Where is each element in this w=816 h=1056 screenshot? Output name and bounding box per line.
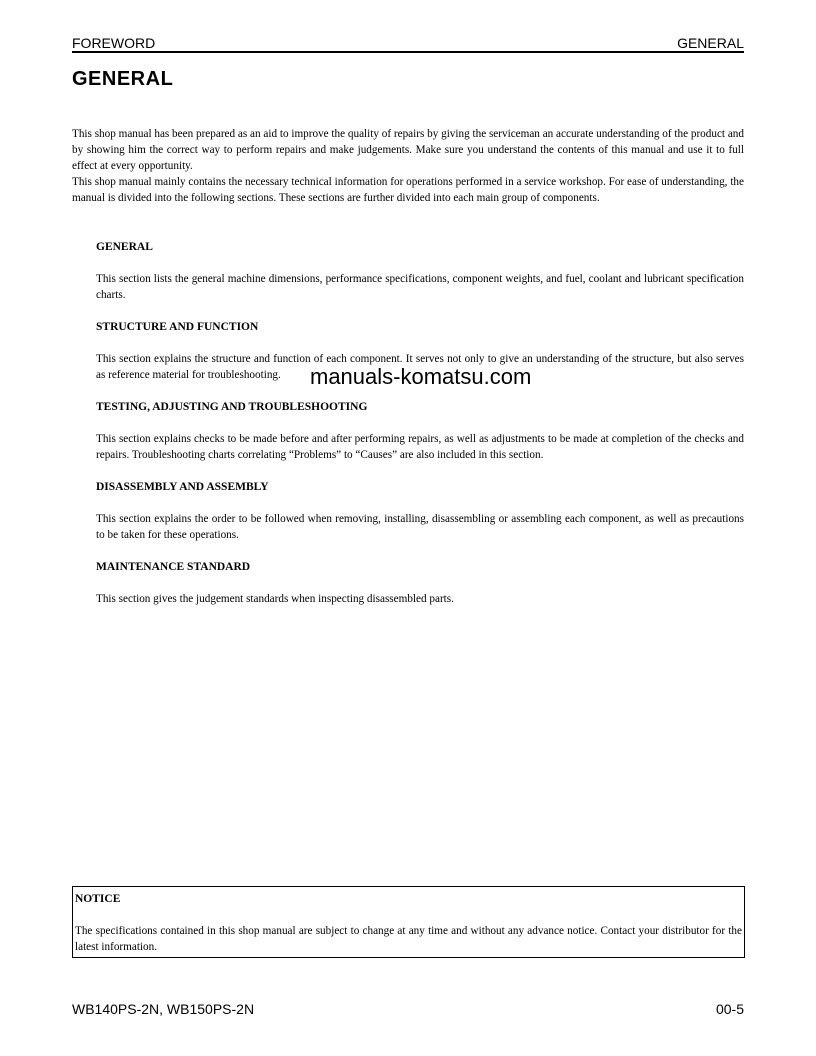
notice-text: The specifications contained in this shop manual are subject to change at any time and without any advance notice. Contact your distributor for the latest information. (75, 925, 742, 953)
header-chapter: FOREWORD (72, 35, 156, 51)
section-text: This section explains checks to be made before and after performing repairs, as well as adjustments to be made at completion of the checks and repairs. Troubleshooting charts correlating “Problems” to “Causes” are also included in this section. (96, 433, 744, 461)
section-general (96, 239, 744, 303)
section-heading: MAINTENANCE STANDARD (96, 561, 251, 573)
section-heading: DISASSEMBLY AND ASSEMBLY (96, 481, 269, 493)
section-testing-adjusting (96, 399, 744, 463)
page-title: GENERAL (72, 68, 174, 90)
intro-paragraph-1: This shop manual has been prepared as an aid to improve the quality of repairs by giving the serviceman an accurate understanding of the product and by showing him the correct way to perform repairs and make judgements. Make sure you understand the contents of this manual and use it to full effect at every opportunity. (72, 128, 744, 172)
watermark: manuals-komatsu.com (310, 364, 532, 389)
intro-paragraph-2: This shop manual mainly contains the necessary technical information for operations performed in a service workshop. For ease of understanding, the manual is divided into the following sections. These sections are further divided into each main group of components. (72, 176, 744, 204)
section-heading: TESTING, ADJUSTING AND TROUBLESHOOTING (96, 401, 368, 413)
section-disassembly-assembly (96, 479, 744, 543)
notice-title: NOTICE (75, 893, 121, 905)
section-text: This section gives the judgement standards when inspecting disassembled parts. (96, 593, 454, 605)
page-header (72, 35, 744, 53)
section-text: This section explains the order to be followed when removing, installing, disassembling or assembling each component, as well as precautions to be taken for these operations. (96, 513, 744, 541)
notice-box (72, 886, 745, 958)
page-footer (72, 1001, 744, 1017)
section-text: This section explains the structure and function of each component. It serves not only to give an understanding of the structure, but also serves as reference material for troubleshooting. (96, 353, 744, 381)
section-heading: STRUCTURE AND FUNCTION (96, 321, 259, 333)
section-text: This section lists the general machine dimensions, performance specifications, component weights, and fuel, coolant and lubricant specification charts. (96, 273, 744, 301)
section-maintenance-standard (96, 559, 744, 607)
header-section: GENERAL (677, 35, 744, 51)
section-heading: GENERAL (96, 241, 153, 253)
footer-models: WB140PS-2N, WB150PS-2N (72, 1001, 255, 1017)
page-number: 00-5 (715, 1001, 744, 1017)
